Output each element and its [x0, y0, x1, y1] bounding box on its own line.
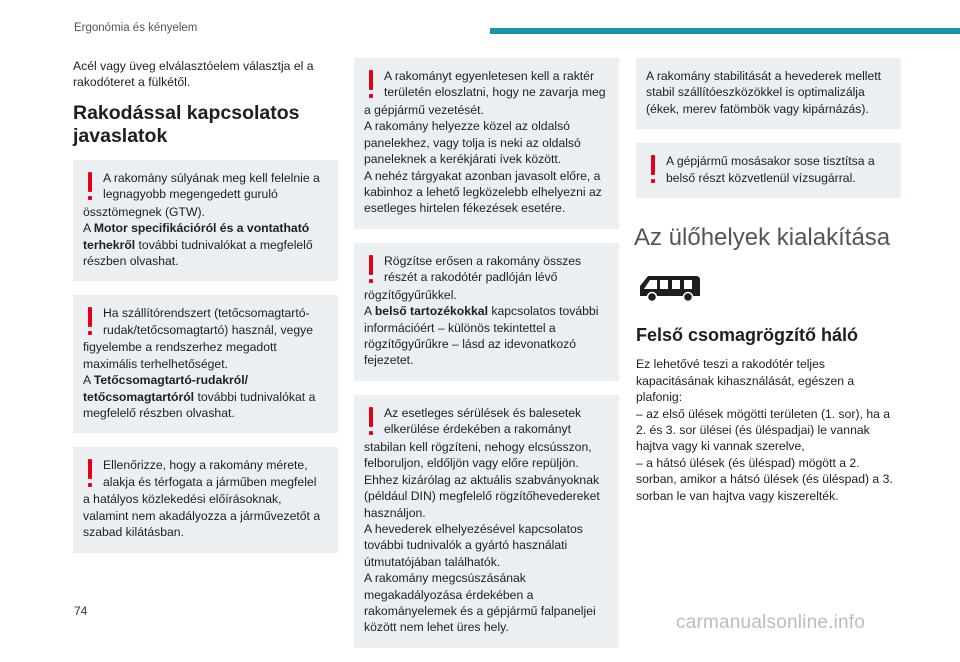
section-title: Ergonómia és kényelem [74, 22, 198, 34]
warning-box [73, 295, 338, 433]
warning-text: rudak/tetőcsomagtartó) használ, vegye [103, 322, 314, 337]
warning-box [354, 395, 619, 648]
van-seats-icon [638, 272, 702, 302]
info-box [636, 58, 901, 129]
warning-icon [83, 459, 97, 491]
warning-text: össztömegnek (GTW). [83, 204, 205, 219]
warning-box [354, 243, 619, 381]
warning-text: területén eloszlatni, hogy ne zavarja meg [384, 85, 606, 100]
warning-box [636, 143, 901, 198]
warning-text: Ellenőrizze, hogy a rakomány mérete, [103, 458, 308, 473]
warning-icon [646, 155, 660, 187]
warning-text: A rakomány megcsúszásának megakadályozása érdekében a rakományelemek és a gépjármű falpaneljei között nem lehet üres hely. [364, 571, 596, 635]
warning-text: rögzítőgyűrűkkel. [364, 287, 457, 302]
info-text: A rakomány stabilitását a hevederek mellett stabil szállítóeszközökkel is optimalizálja (ékek, merev fatömbök vagy kipárnázás). [646, 69, 882, 116]
column-1 [73, 58, 338, 567]
warning-text: A rakományt egyenletesen kell a raktér [384, 69, 595, 83]
page-number: 74 [74, 604, 88, 618]
warning-text: A gépjármű mosásakor sose tisztítsa a [666, 154, 875, 169]
warning-text: alakja és térfogata a járműben megfelel [103, 474, 317, 489]
header-accent-bar [490, 28, 960, 34]
warning-text: Ehhez kizárólag az aktuális szabványoknak (például DIN) megfelelő rögzítőhevedereket használjon. [364, 472, 600, 520]
warning-text: figyelembe a rendszerhez megadott maximális terhelhetőséget. [83, 340, 277, 371]
section-heading: Rakodással kapcsolatos javaslatok [73, 101, 300, 147]
chapter-title: Az ülőhelyek kialakítása [634, 224, 891, 252]
warning-box [354, 58, 619, 229]
warning-text: a gépjármű vezetését. [364, 103, 484, 117]
column-2 [354, 58, 619, 662]
warning-text: legnagyobb megengedett guruló [103, 187, 278, 202]
warning-box [73, 447, 338, 552]
warning-text: A rakomány helyezze közel az oldalsó panelekhez, vagy tolja is neki az oldalsó paneleknek a kerékjárati ívek között. [364, 119, 581, 167]
subheading: Felső csomagrögzítő háló [636, 325, 859, 346]
body-paragraph: – az első ülések mögötti területen (1. sor), ha a 2. és 3. sor ülései (és üléspadjai) le vannak hajtva vagy ki vannak szerelve, [636, 406, 891, 454]
warning-icon [364, 70, 378, 102]
warning-text: A belső tartozékokkal kapcsolatos további információért – különös tekintettel a rögzítőgyűrűkre – lásd az idevonatkozó fejezetet. [364, 304, 599, 368]
watermark: carmanualsonline.info [676, 612, 866, 633]
warning-text: Rögzítse erősen a rakomány összes [384, 253, 582, 268]
warning-text: részét a rakodótér padlóján lévő [384, 270, 558, 285]
warning-text: elkerülése érdekében a rakományt [384, 422, 571, 437]
body-paragraph: – a hátsó ülések (és üléspad) mögött a 2. sorban, amikor a hátsó ülések (és üléspad) a 3. sorban le van hajtva vagy kiszerelték. [636, 455, 893, 503]
warning-icon [364, 255, 378, 287]
column-3 [636, 58, 901, 515]
warning-text: A hevederek elhelyezésével kapcsolatos további tudnivalók a gyártó használati útmutatójában találhatók. [364, 521, 583, 569]
warning-text: A Motor specifikációról és a vontatható terhekről további tudnivalókat a megfelelő részben olvashat. [83, 221, 313, 269]
warning-icon [83, 307, 97, 339]
warning-text: Ha szállítórendszert (tetőcsomagtartó- [103, 306, 310, 321]
intro-paragraph: Acél vagy üveg elválasztóelem választja el a rakodóteret a fülkétől. [73, 59, 314, 90]
warning-text: belső részt közvetlenül vízsugárral. [666, 170, 856, 185]
warning-text: A rakomány súlyának meg kell felelnie a [103, 170, 320, 185]
warning-text: a hatályos közlekedési előírásoknak, valamint nem akadályozza a járművezetőt a szabad kilátásban. [83, 492, 321, 540]
warning-icon [364, 407, 378, 439]
body-paragraph: Ez lehetővé teszi a rakodótér teljes kapacitásának kihasználását, egészen a plafonig: [636, 357, 855, 405]
warning-text: Az esetleges sérülések és balesetek [384, 405, 582, 420]
warning-text: A Tetőcsomagtartó-rudakról/ tetőcsomagtartóról további tudnivalókat a megfelelő részben olvashat. [83, 373, 316, 421]
warning-icon [83, 172, 97, 204]
warning-text: stabilan kell rögzíteni, nehogy elcsússzon, felboruljon, eldőljön vagy előre repüljön. [364, 439, 592, 471]
warning-box [73, 160, 338, 282]
warning-text: A nehéz tárgyakat azonban javasolt előre, a kabinhoz a lehető legközelebb elhelyezni az esetleges hirtelen fékezések esetére. [364, 168, 602, 216]
